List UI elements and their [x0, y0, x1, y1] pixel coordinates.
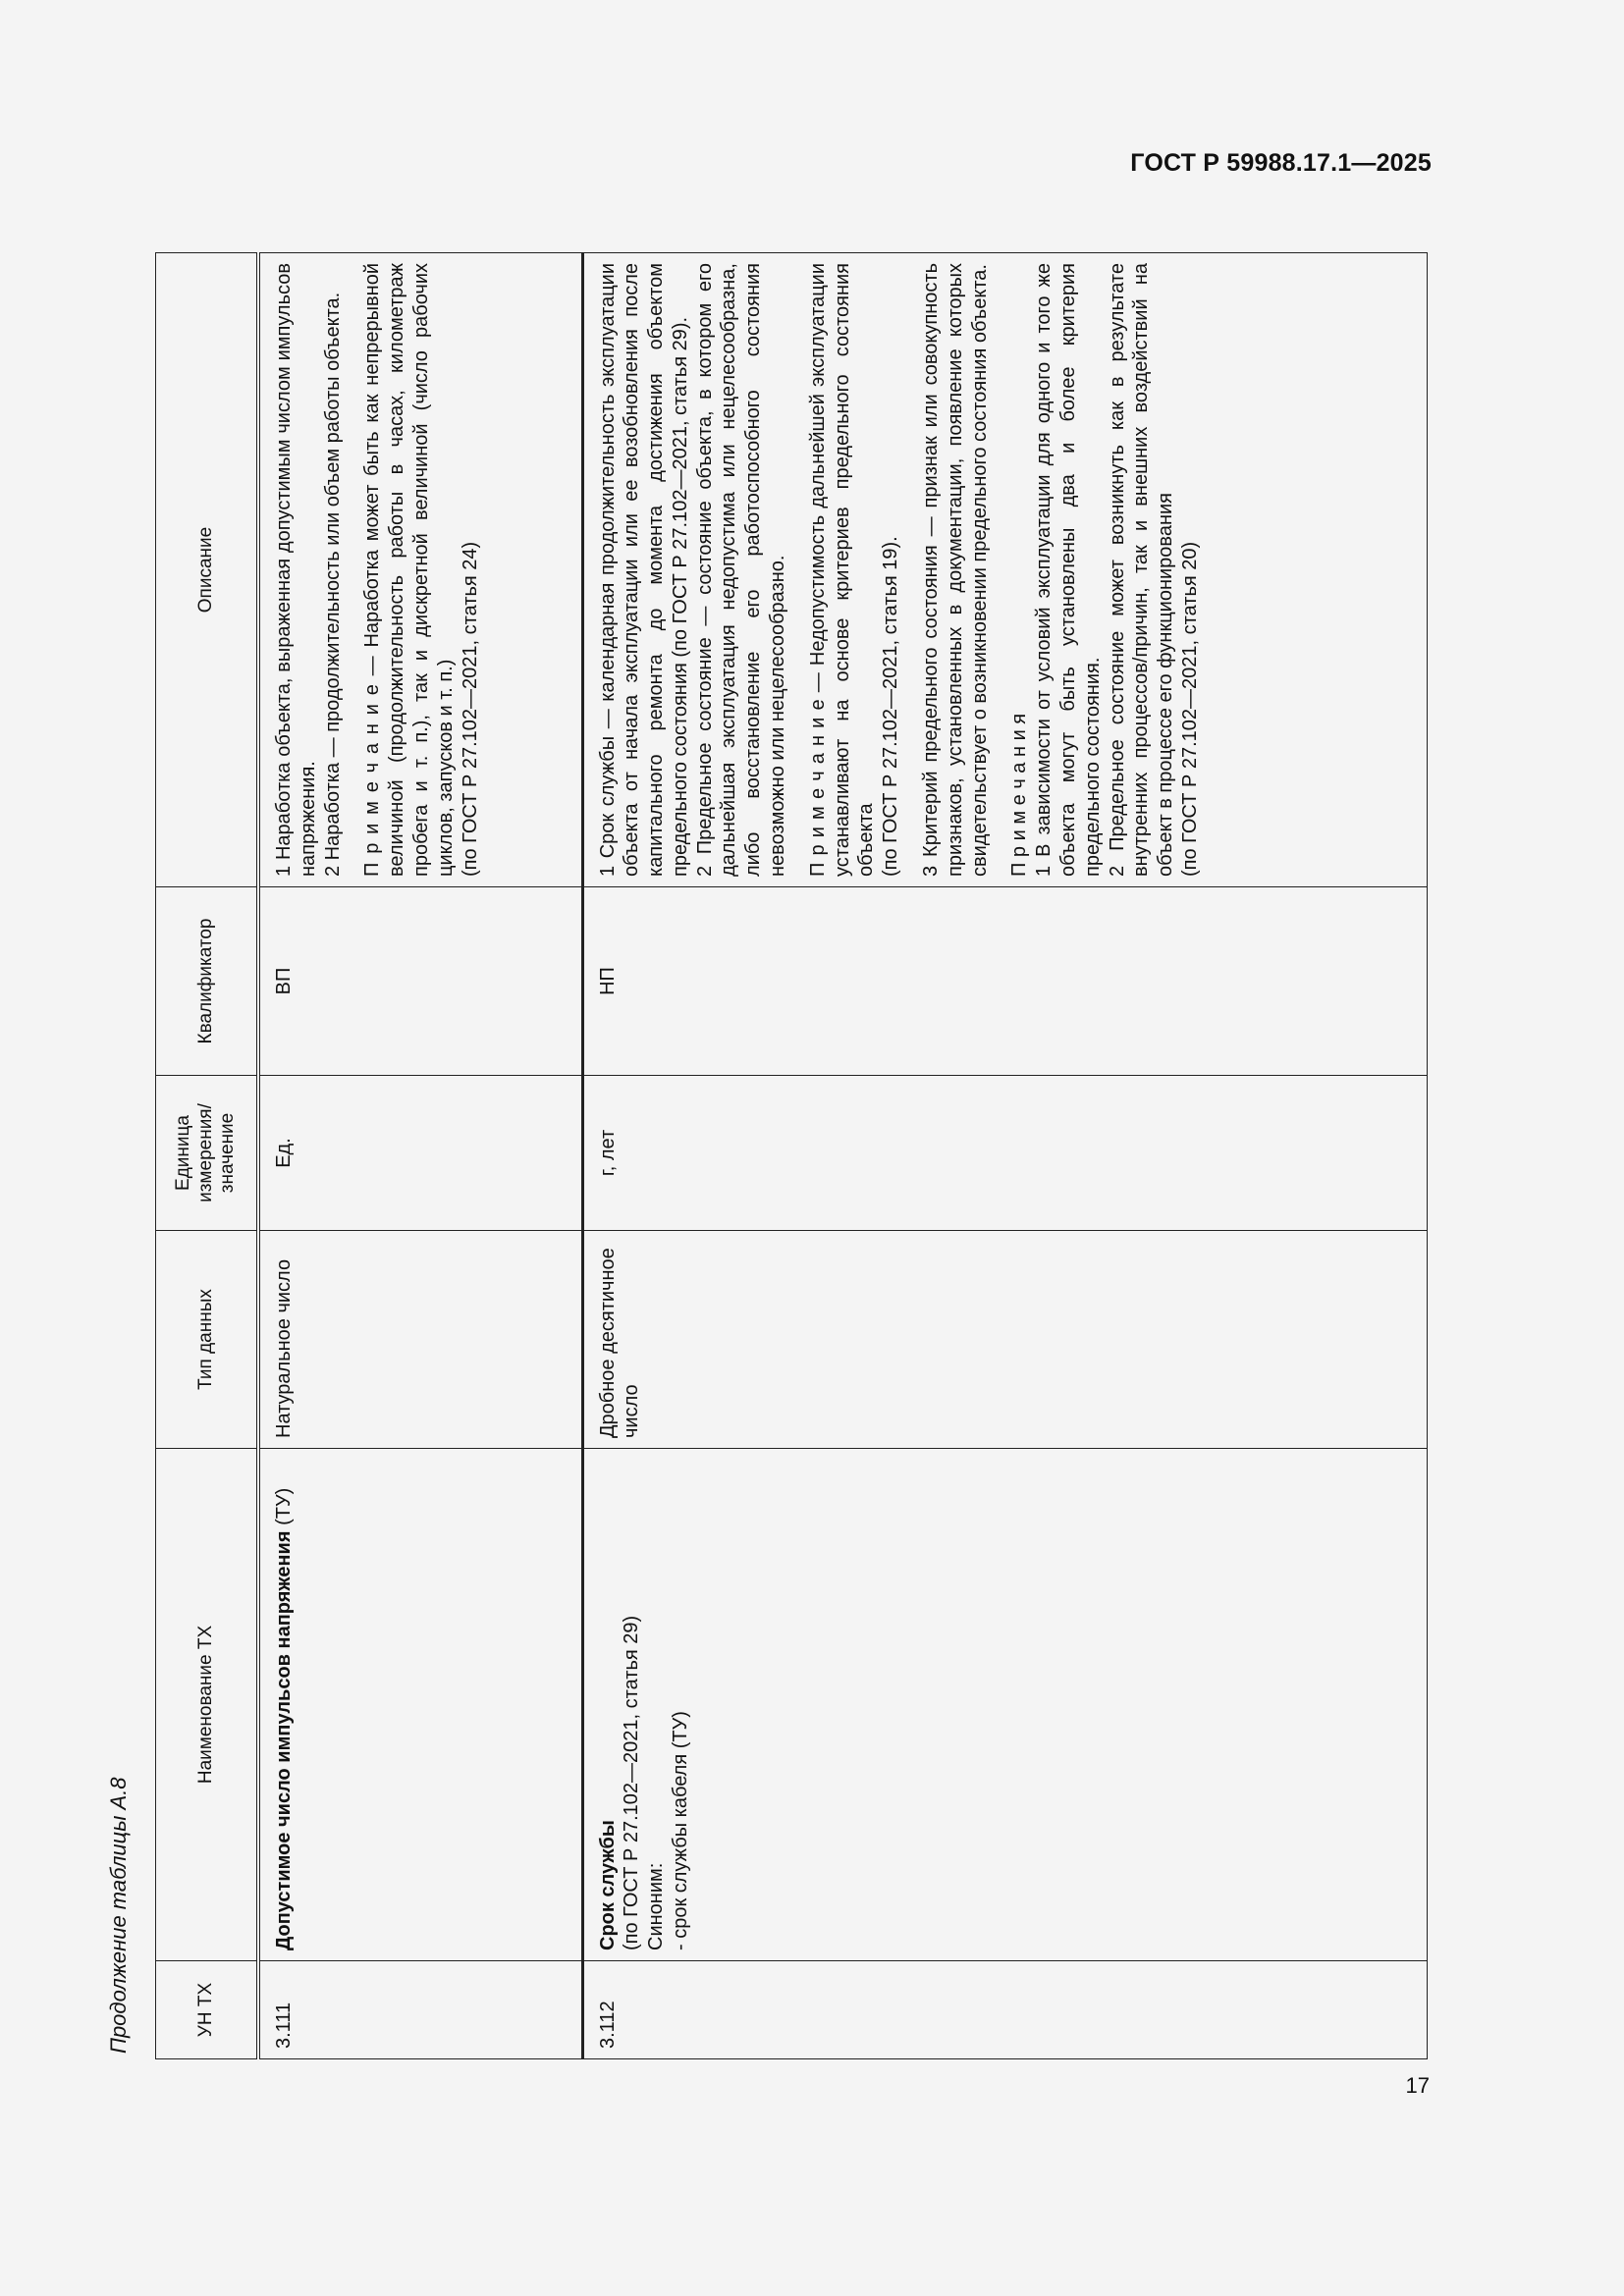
desc-paragraph: 2 Наработка — продолжительность или объем работы объекта.	[321, 292, 344, 877]
cell-qualifier: ВП	[258, 887, 582, 1076]
table-row	[258, 253, 582, 2059]
notes-label: П р и м е ч а н и я	[1008, 713, 1031, 877]
page-number: 17	[1405, 2073, 1430, 2098]
cell-id: 3.111	[258, 1961, 582, 2059]
note-label: П р и м е ч а н и е	[806, 699, 829, 877]
cell-type: Дробное десятичное число	[582, 1231, 1428, 1449]
cell-type: Натуральное число	[258, 1231, 582, 1449]
desc-reference: (по ГОСТ Р 27.102—2021, статья 24)	[459, 541, 481, 877]
col-header-type: Тип данных	[156, 1231, 259, 1449]
col-header-qualifier: Квалификатор	[156, 887, 259, 1076]
name-suffix: (ТУ)	[273, 1487, 295, 1531]
col-header-id: УН ТХ	[156, 1961, 259, 2059]
cell-description	[582, 253, 1428, 887]
cell-qualifier: НП	[582, 887, 1428, 1076]
note-label: П р и м е ч а н и е	[361, 684, 384, 877]
characteristic-name: Срок службы	[596, 1820, 619, 1950]
desc-paragraph: 1 Наработка объекта, выраженная допустимым числом импульсов напряжения.	[273, 263, 319, 877]
rotated-table-area	[106, 241, 1382, 2067]
synonym-item: - срок службы кабеля (ТУ)	[669, 1711, 691, 1950]
characteristics-table	[155, 252, 1428, 2059]
desc-note-item: 2 Предельное состояние может возникнуть как в результате внутренних процессов/причин, так и внешних воздействий на объект в процессе его функционирования	[1106, 263, 1177, 877]
desc-paragraph: 3 Критерий предельного состояния — признак или совокупность признаков, установленных в документации, появление которых свидетельствует о возникновении предельного состояния объекта.	[920, 263, 991, 877]
desc-note	[360, 263, 458, 877]
name-reference: (по ГОСТ Р 27.102—2021, статья 29)	[621, 1615, 643, 1950]
desc-note	[806, 263, 879, 877]
table-row	[582, 253, 1428, 2059]
col-header-description: Описание	[156, 253, 259, 887]
cell-description	[258, 253, 582, 887]
cell-unit: Ед.	[258, 1076, 582, 1231]
col-header-name: Наименование ТХ	[156, 1449, 259, 1961]
document-id: ГОСТ Р 59988.17.1—2025	[1130, 149, 1432, 177]
desc-reference: (по ГОСТ Р 27.102—2021, статья 19).	[880, 536, 902, 877]
note-text: — Наработка может быть как непрерывной величиной (продолжительность работы в часах, километраж пробега и т. п.), так и дискретной величиной (число рабочих циклов, запусков и т. п.)	[361, 262, 457, 877]
cell-name	[582, 1449, 1428, 1961]
cell-unit: г, лет	[582, 1076, 1428, 1231]
desc-paragraph: 1 Срок службы — календарная продолжительность эксплуатации объекта от начала эксплуатации или ее возобновления после капитального ремонта до момента достижения объектом предельного состояния (по ГОСТ Р 27.102—2021, статья 29).	[596, 263, 691, 877]
desc-note-item: 1 В зависимости от условий эксплуатации для одного и того же объекта могут быть установлены два и более критерия предельного состояния.	[1033, 263, 1104, 877]
note-text: — Недопустимость дальнейшей эксплуатации устанавливают на основе критериев предельного состояния объекта	[806, 263, 878, 877]
cell-id: 3.112	[582, 1961, 1428, 2059]
cell-name	[258, 1449, 582, 1961]
table-caption: Продолжение таблицы А.8	[106, 1777, 131, 2054]
desc-paragraph: 2 Предельное состояние — состояние объекта, в котором его дальнейшая эксплуатация недопустима или нецелесообразна, либо восстановление его работоспособного состояния невозможно или нецелесообразно.	[693, 263, 789, 877]
table-header-row	[156, 253, 259, 2059]
characteristic-name: Допустимое число импульсов напряжения	[273, 1530, 295, 1950]
desc-reference: (по ГОСТ Р 27.102—2021, статья 20)	[1179, 541, 1202, 877]
col-header-unit: Единица измерения/ значение	[156, 1076, 259, 1231]
synonyms-label: Синоним:	[645, 1862, 668, 1950]
